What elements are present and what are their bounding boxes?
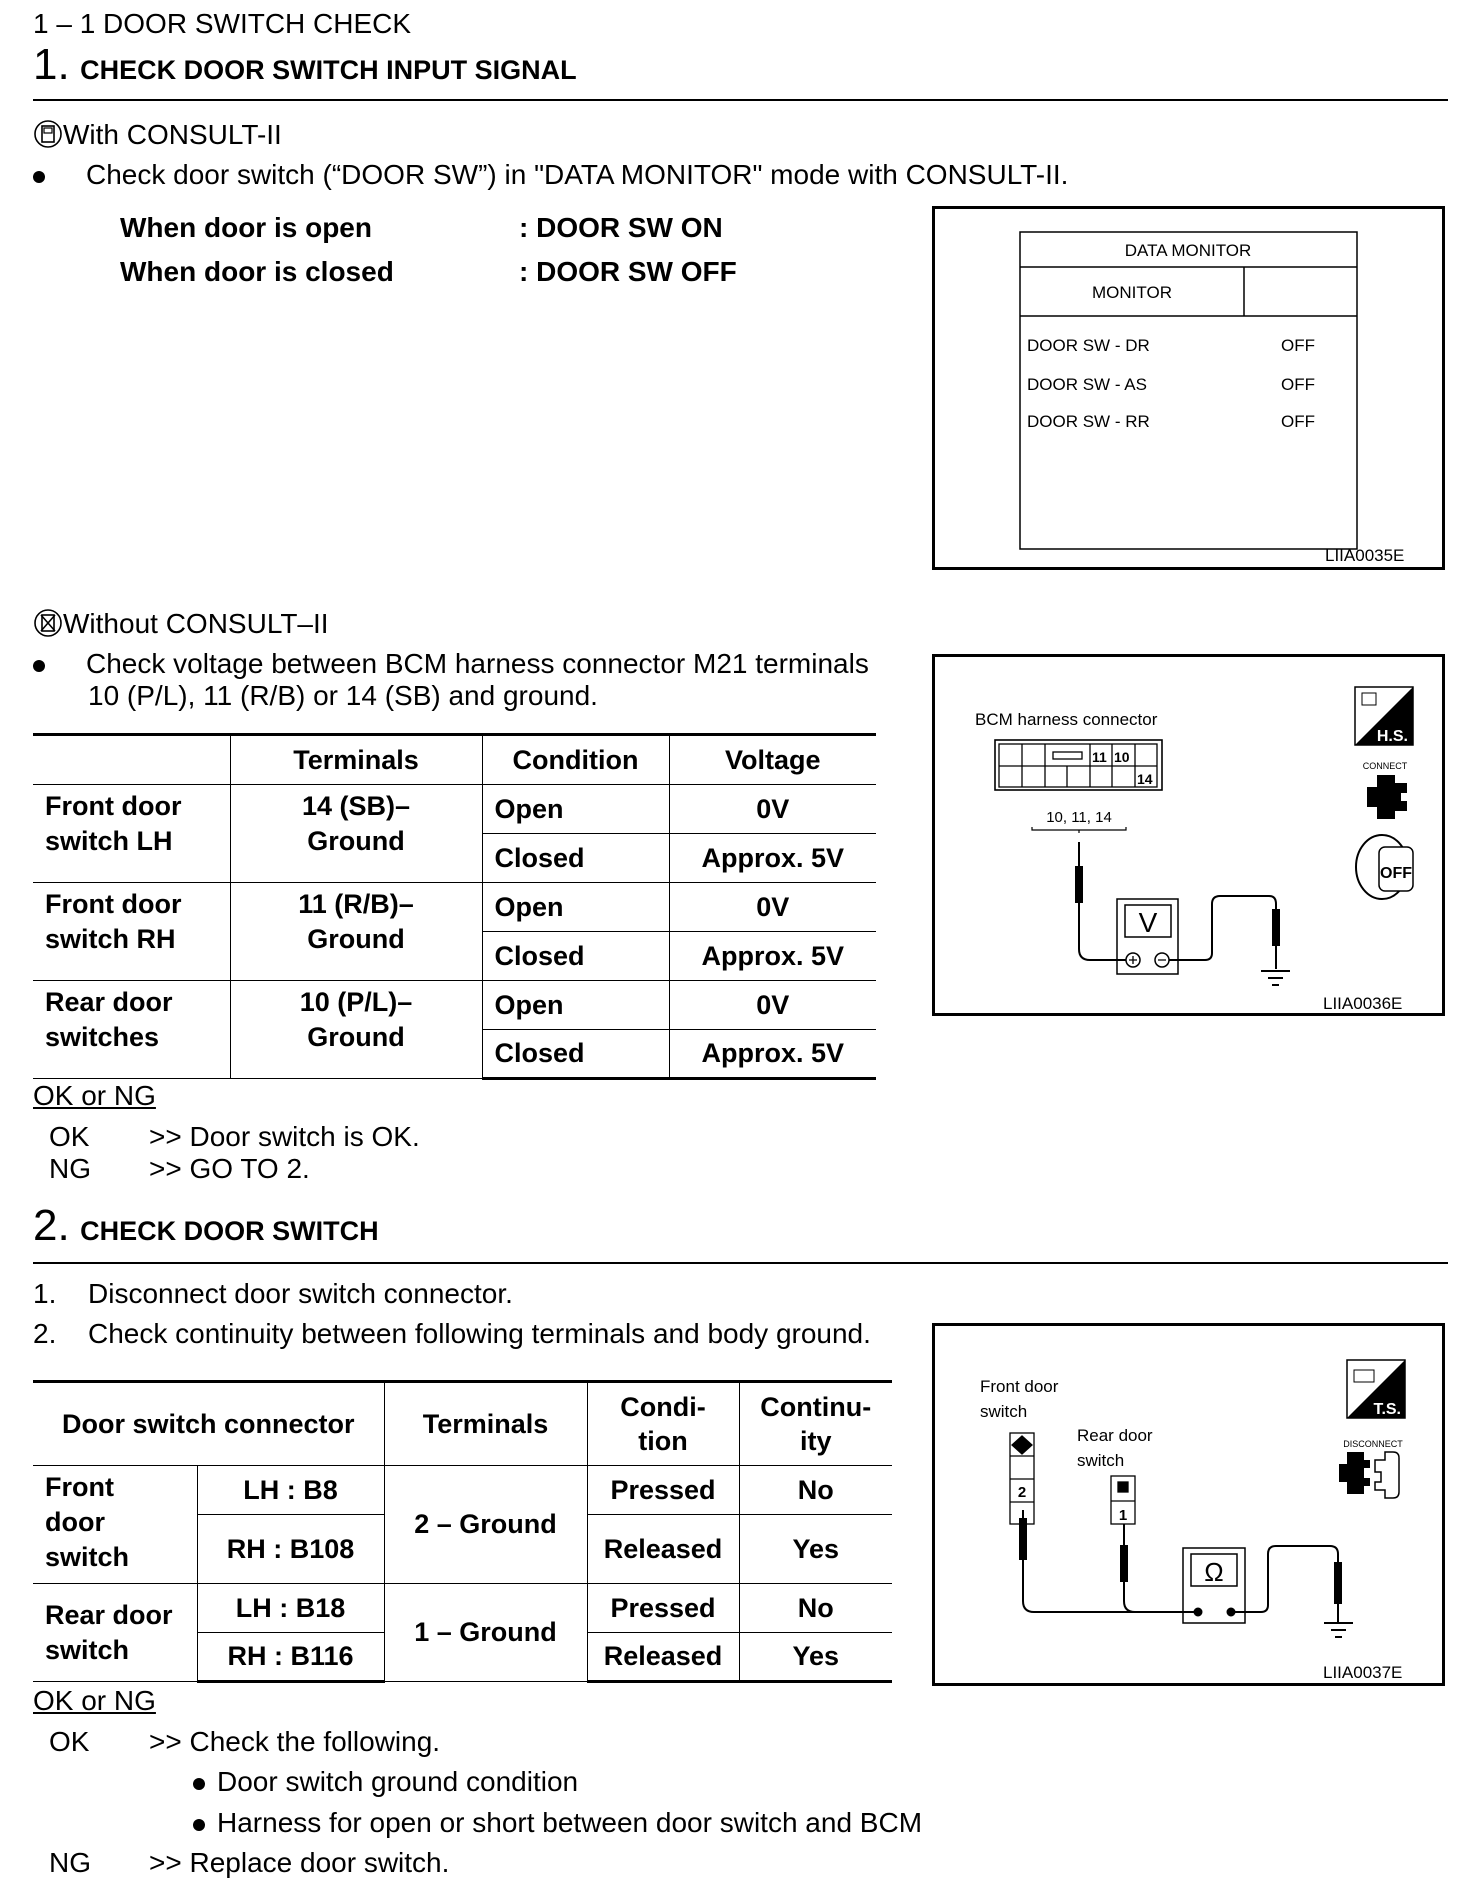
disconnect-label: DISCONNECT	[1343, 1439, 1403, 1449]
voltage: 0V	[669, 785, 876, 834]
bullet-text: Check voltage between BCM harness connector M21 terminals	[86, 648, 869, 679]
step-text: Check continuity between following terminals and body ground.	[88, 1318, 871, 1349]
step1-title: CHECK DOOR SWITCH INPUT SIGNAL	[80, 55, 577, 85]
result-heading: OK or NG	[33, 1685, 156, 1716]
table-header: Continu- ity	[739, 1382, 892, 1466]
table-row	[33, 883, 876, 932]
connector: LH : B18	[197, 1584, 384, 1633]
bcm-voltage-figure	[932, 654, 1445, 1016]
result-text: >> Replace door switch.	[149, 1847, 450, 1878]
condition: Open	[482, 981, 669, 1030]
bullet-icon	[33, 171, 45, 183]
table-header: Door switch connector	[33, 1382, 384, 1466]
table-row	[33, 981, 876, 1030]
bullet-item	[193, 1807, 922, 1839]
table-header: Terminals	[384, 1382, 587, 1466]
with-consult-label-row	[33, 119, 282, 151]
voltage: 0V	[669, 883, 876, 932]
svg-text:T.S.: T.S.	[1373, 1401, 1401, 1418]
bullet-text-cont: 10 (P/L), 11 (R/B) or 14 (SB) and ground.	[88, 680, 598, 711]
step-number: 2.	[33, 1318, 57, 1349]
step1-number: 1.	[33, 40, 70, 89]
pin-label: 10	[1114, 749, 1130, 765]
result-heading: OK or NG	[33, 1080, 156, 1111]
ohmmeter-icon	[1020, 1510, 1353, 1637]
bullet-text: Harness for open or short between door switch and BCM	[217, 1807, 923, 1838]
result-closed: : DOOR SW OFF	[519, 256, 737, 287]
svg-text:OFF: OFF	[1380, 865, 1412, 882]
condition: Open	[482, 883, 669, 932]
probe-label: 10, 11, 14	[1046, 809, 1112, 826]
bullet-icon	[193, 1819, 205, 1831]
section-title: 1 – 1 DOOR SWITCH CHECK	[33, 8, 412, 39]
continuity: Yes	[739, 1515, 892, 1584]
pin-label: 2	[1017, 1484, 1027, 1501]
connector: RH : B116	[197, 1633, 384, 1682]
step2-heading	[33, 1201, 379, 1251]
step-text: Disconnect door switch connector.	[88, 1278, 513, 1309]
table-header: Terminals	[230, 735, 482, 785]
continuity: No	[739, 1466, 892, 1515]
continuity: Yes	[739, 1633, 892, 1682]
meter-label: V	[1138, 907, 1158, 938]
front-switch-label: Front door	[980, 1377, 1059, 1396]
harness-side-icon	[1355, 687, 1413, 745]
connect-label: CONNECT	[1362, 761, 1408, 771]
bullet-icon	[193, 1778, 205, 1790]
monitor-item-value: OFF	[1281, 375, 1315, 394]
bullet-icon	[33, 660, 45, 672]
bullet-item	[33, 648, 869, 680]
figure-code: LIIA0035E	[1325, 546, 1405, 565]
condition: Pressed	[587, 1466, 739, 1515]
rear-switch-label: Rear door	[1077, 1426, 1153, 1445]
divider	[33, 99, 1448, 101]
table-header: Condition	[482, 735, 669, 785]
without-consult-label-row	[33, 608, 329, 640]
condition: Closed	[482, 834, 669, 883]
with-consult-label: With CONSULT-II	[63, 119, 282, 150]
monitor-item-name: DOOR SW - AS	[1027, 375, 1147, 394]
connector-label: BCM harness connector	[975, 710, 1158, 729]
terminals: 11 (R/B)– Ground	[230, 883, 482, 981]
condition: Released	[587, 1633, 739, 1682]
condition: Released	[587, 1515, 739, 1584]
divider	[33, 1262, 1448, 1264]
condition: Closed	[482, 1030, 669, 1079]
step-number: 1.	[33, 1278, 57, 1309]
disconnect-icon	[1339, 1452, 1399, 1498]
result-text: >> Check the following.	[149, 1726, 441, 1757]
switch-name: Front door switch	[33, 1466, 197, 1584]
bullet-item	[193, 1766, 578, 1798]
table-row	[33, 785, 876, 834]
bullet-item	[33, 159, 1068, 191]
pin-label: 14	[1137, 771, 1153, 787]
condition-closed: When door is closed	[120, 256, 394, 287]
monitor-column: MONITOR	[1092, 283, 1172, 302]
terminals: 2 – Ground	[384, 1466, 587, 1584]
voltage: Approx. 5V	[669, 932, 876, 981]
voltmeter-icon	[1076, 842, 1290, 985]
result-open: : DOOR SW ON	[519, 212, 723, 243]
monitor-item-name: DOOR SW - DR	[1027, 336, 1150, 355]
result-key: NG	[49, 1153, 91, 1184]
figure-code: LIIA0036E	[1323, 994, 1403, 1013]
svg-text:H.S.: H.S.	[1376, 728, 1408, 745]
monitor-item-value: OFF	[1281, 336, 1315, 355]
rear-switch-label: switch	[1077, 1451, 1125, 1470]
switch-name: Front door switch RH	[33, 883, 230, 981]
switch-name: Rear door switches	[33, 981, 230, 1079]
connector: LH : B8	[197, 1466, 384, 1515]
table-row	[33, 1584, 892, 1633]
data-monitor-figure	[932, 206, 1445, 570]
continuity: No	[739, 1584, 892, 1633]
monitor-item-name: DOOR SW - RR	[1027, 412, 1150, 431]
consult-tool-icon	[33, 119, 63, 149]
voltage: 0V	[669, 981, 876, 1030]
meter-label: Ω	[1204, 1557, 1224, 1587]
monitor-item-value: OFF	[1281, 412, 1315, 431]
connect-icon	[1367, 775, 1407, 819]
result-key: OK	[49, 1121, 90, 1152]
condition: Closed	[482, 932, 669, 981]
terminals: 1 – Ground	[384, 1584, 587, 1682]
voltage: Approx. 5V	[669, 1030, 876, 1079]
without-consult-label: Without CONSULT–II	[63, 608, 329, 639]
bullet-text: Check door switch (“DOOR SW”) in "DATA MONITOR" mode with CONSULT-II.	[86, 159, 1069, 190]
terminal-side-icon	[1347, 1360, 1405, 1418]
condition: Pressed	[587, 1584, 739, 1633]
monitor-header: DATA MONITOR	[1124, 241, 1252, 260]
table-header	[33, 735, 230, 785]
step1-heading	[33, 40, 577, 90]
terminals: 14 (SB)– Ground	[230, 785, 482, 883]
front-switch-label: switch	[980, 1402, 1028, 1421]
voltage-table	[33, 733, 876, 1080]
table-header: Condi- tion	[587, 1382, 739, 1466]
ignition-off-icon	[1356, 835, 1413, 899]
terminals: 10 (P/L)– Ground	[230, 981, 482, 1079]
continuity-table	[33, 1380, 892, 1683]
condition: Open	[482, 785, 669, 834]
result-key: NG	[49, 1847, 91, 1878]
table-header: Voltage	[669, 735, 876, 785]
table-row	[33, 1466, 892, 1515]
figure-code: LIIA0037E	[1323, 1663, 1403, 1682]
step2-title: CHECK DOOR SWITCH	[80, 1216, 379, 1246]
voltage: Approx. 5V	[669, 834, 876, 883]
pin-label: 11	[1092, 749, 1107, 765]
result-key: OK	[49, 1726, 90, 1757]
condition-open: When door is open	[120, 212, 372, 243]
bullet-text: Door switch ground condition	[217, 1766, 579, 1797]
no-consult-icon	[33, 608, 63, 638]
result-text: >> Door switch is OK.	[149, 1121, 420, 1152]
connector: RH : B108	[197, 1515, 384, 1584]
pin-label: 1	[1118, 1507, 1128, 1524]
switch-name: Rear door switch	[33, 1584, 197, 1682]
result-text: >> GO TO 2.	[149, 1153, 310, 1184]
step2-number: 2.	[33, 1201, 70, 1250]
switch-name: Front door switch LH	[33, 785, 230, 883]
door-switch-continuity-figure	[932, 1323, 1445, 1686]
